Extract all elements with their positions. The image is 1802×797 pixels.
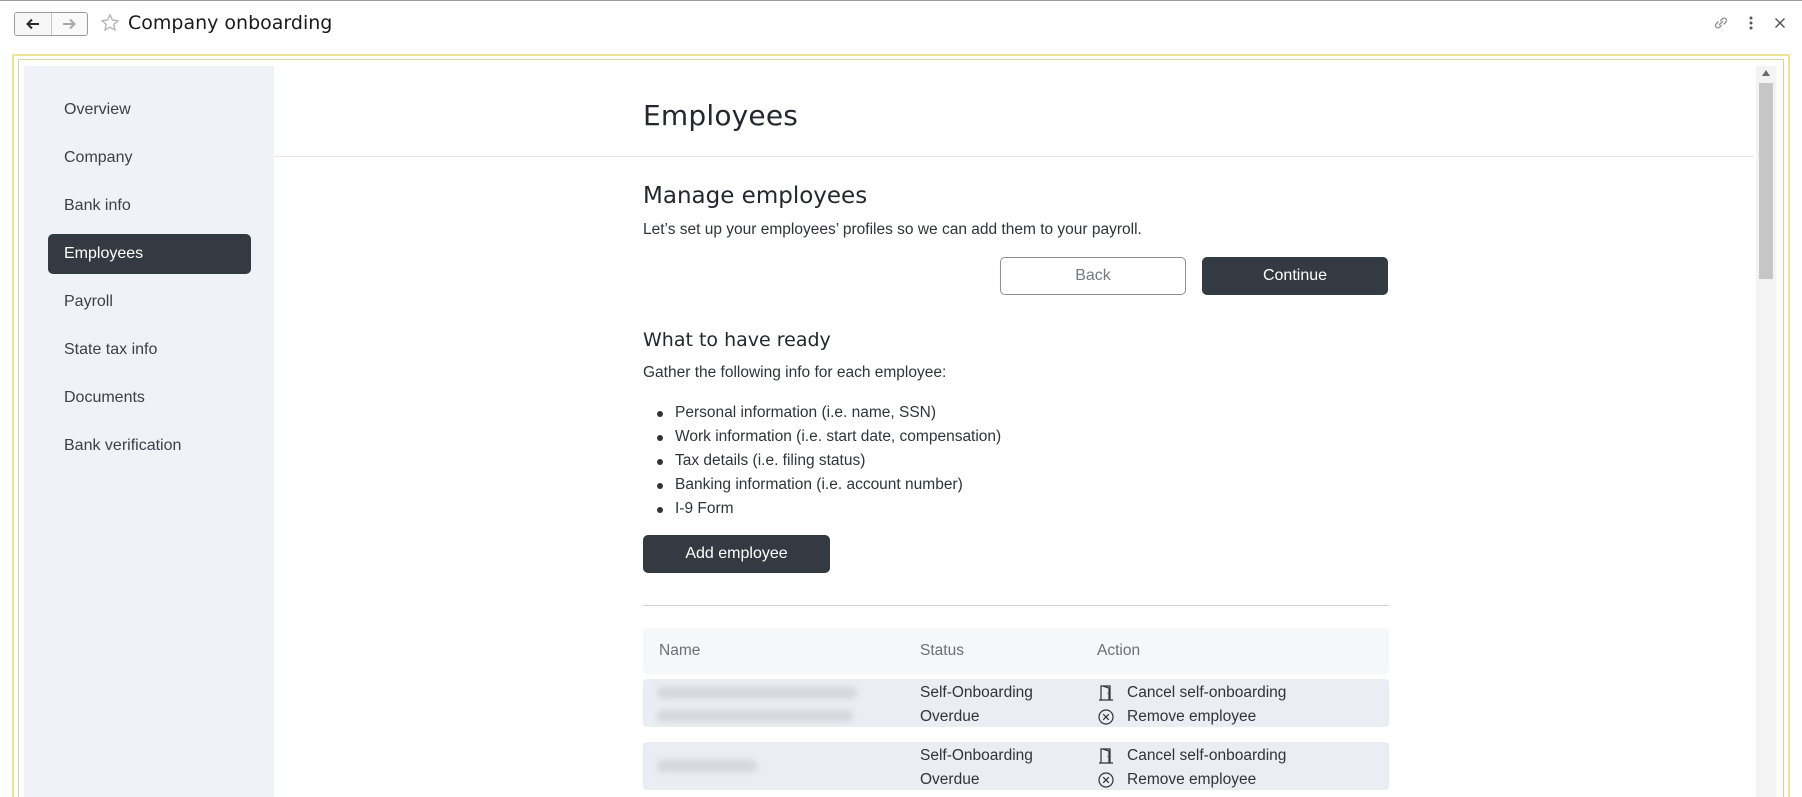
back-button[interactable]: Back (1000, 257, 1186, 295)
more-vertical-icon[interactable] (1744, 15, 1758, 31)
employee-name-redacted (657, 687, 857, 699)
history-nav (14, 12, 88, 36)
sidebar-item-overview[interactable]: Overview (64, 101, 131, 118)
action-label: Remove employee (1127, 708, 1257, 725)
close-icon[interactable] (1773, 15, 1787, 31)
title-divider (274, 156, 1754, 157)
sidebar-item-bank-verification[interactable]: Bank verification (64, 437, 182, 454)
page-title: Employees (643, 99, 799, 132)
sidebar-item-company[interactable]: Company (64, 149, 133, 166)
window-toolbar (0, 0, 1802, 47)
section-divider (643, 605, 1389, 606)
sidebar-item-bank-info[interactable]: Bank info (64, 197, 131, 214)
column-header-action: Action (1097, 642, 1141, 659)
table-row (643, 742, 1389, 790)
sidebar-item-documents[interactable]: Documents (64, 389, 145, 406)
list-item: Work information (i.e. start date, compensation) (643, 425, 1001, 449)
employee-status (920, 744, 1033, 792)
action-label: Cancel self-onboarding (1127, 747, 1287, 764)
column-header-name: Name (659, 642, 701, 659)
cancel-self-onboarding-button[interactable] (1097, 681, 1286, 705)
scrollbar-thumb[interactable] (1759, 83, 1773, 279)
employee-name-redacted (657, 760, 757, 772)
action-label: Cancel self-onboarding (1127, 684, 1287, 701)
add-employee-button[interactable]: Add employee (643, 535, 830, 573)
status-line: Overdue (920, 771, 980, 788)
list-item: Banking information (i.e. account number) (643, 473, 1001, 497)
sidebar-item-employees[interactable]: Employees (48, 234, 251, 274)
status-line: Self-Onboarding (920, 684, 1033, 701)
list-item: Tax details (i.e. filing status) (643, 449, 1001, 473)
door-icon (1097, 684, 1115, 702)
circle-x-icon (1097, 708, 1115, 726)
employee-email-redacted (657, 710, 853, 722)
remove-employee-button[interactable] (1097, 705, 1256, 729)
link-icon[interactable] (1713, 15, 1729, 31)
back-nav-button[interactable] (15, 13, 51, 35)
requirements-list (643, 401, 1001, 521)
window-title: Company onboarding (128, 12, 333, 34)
forward-nav-button[interactable] (51, 13, 87, 35)
sidebar (24, 66, 274, 797)
what-to-have-ready-heading: What to have ready (643, 329, 831, 351)
employee-status (920, 681, 1033, 729)
column-header-status: Status (920, 642, 964, 659)
list-item: I-9 Form (643, 497, 1001, 521)
remove-employee-button[interactable] (1097, 768, 1256, 792)
table-row (643, 679, 1389, 727)
sidebar-item-payroll[interactable]: Payroll (64, 293, 113, 310)
status-line: Overdue (920, 708, 980, 725)
arrow-right-icon (62, 18, 76, 30)
circle-x-icon (1097, 771, 1115, 789)
manage-employees-heading: Manage employees (643, 183, 868, 209)
arrow-left-icon (26, 18, 40, 30)
cancel-self-onboarding-button[interactable] (1097, 744, 1286, 768)
manage-employees-description: Let’s set up your employees’ profiles so we can add them to your payroll. (643, 221, 1142, 238)
star-icon[interactable] (100, 13, 120, 33)
door-icon (1097, 747, 1115, 765)
continue-button[interactable]: Continue (1202, 257, 1388, 295)
sidebar-item-state-tax-info[interactable]: State tax info (64, 341, 158, 358)
table-header (643, 628, 1389, 674)
employees-table (643, 628, 1389, 788)
status-line: Self-Onboarding (920, 747, 1033, 764)
list-item: Personal information (i.e. name, SSN) (643, 401, 1001, 425)
gather-info-text: Gather the following info for each employee: (643, 364, 947, 381)
scroll-up-arrow-icon[interactable] (1762, 70, 1770, 76)
action-label: Remove employee (1127, 771, 1257, 788)
